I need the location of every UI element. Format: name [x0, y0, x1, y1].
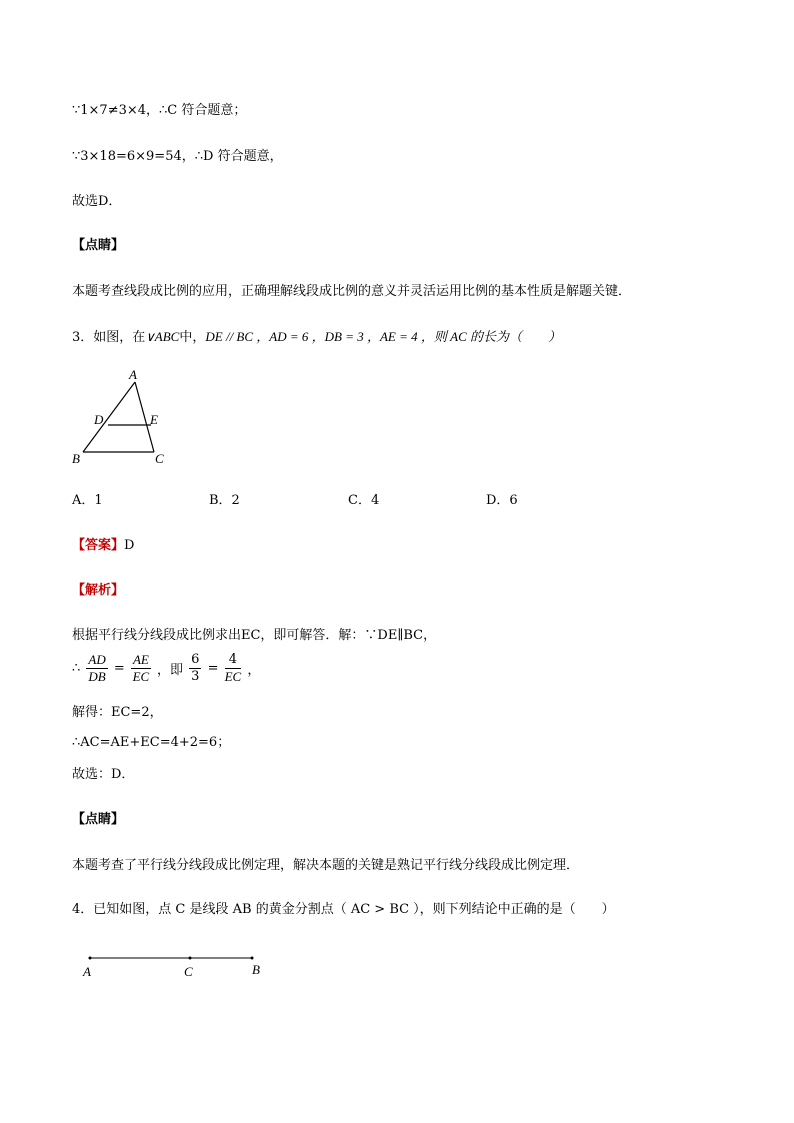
- fig1-label-c: C: [155, 451, 164, 466]
- fig2-label-b: B: [252, 962, 260, 977]
- analysis-tag: 【解析】: [72, 583, 125, 598]
- fig1-label-e: E: [150, 412, 158, 427]
- fraction-ae-ec: $\frac{AE}{EC}$: [132, 652, 150, 684]
- text-line-1: ∵1×7≠3×4，∴C 符合题意；: [72, 103, 247, 118]
- equals-sign: =: [113, 661, 125, 676]
- question-3: [72, 328, 561, 347]
- triangle-figure: [66, 368, 196, 468]
- equals-sign-2: =: [207, 661, 219, 676]
- fraction-4-ec: $\frac{4}{EC}$: [224, 652, 242, 684]
- analysis-line-3: 解得：EC=2，: [72, 705, 163, 720]
- fraction-ad-db: $\frac{AD}{DB}$: [88, 652, 106, 684]
- option-c: C．4: [348, 493, 380, 508]
- analysis-end-comma: ，: [247, 663, 261, 678]
- option-d: D．6: [486, 493, 518, 508]
- question-4: 4．已知如图，点 C 是线段 AB 的黄金分割点（ AC > BC ），则下列结论中正确的是（ ）: [72, 902, 615, 917]
- text-line-3: 故选D．: [72, 194, 122, 209]
- answer-line: [72, 537, 134, 555]
- q3-conditions: DE // BC ，AD = 6 ，DB = 3 ，AE = 4 ，则 AC 的长为（ ）: [205, 329, 562, 344]
- option-b: B．2: [209, 493, 240, 508]
- analysis-line-4: ∴AC=AE+EC=4+2=6；: [72, 735, 231, 750]
- answer-tag: 【答案】: [72, 538, 125, 553]
- comment-tag-2: 【点睛】: [72, 812, 125, 827]
- fig1-label-b: B: [72, 451, 80, 466]
- fig2-label-a: A: [83, 964, 91, 979]
- analysis-fraction-line: [72, 652, 260, 685]
- option-a: A．1: [72, 493, 103, 508]
- text-line-2: ∵3×18=6×9=54，∴D 符合题意，: [72, 149, 283, 164]
- q3-triangle: ∨ABC: [145, 329, 180, 344]
- comment-tag-1: 【点睛】: [72, 238, 125, 253]
- therefore-symbol: ∴: [72, 661, 81, 676]
- golden-section-figure: [78, 948, 298, 988]
- comment-text-2: 本题考查了平行线分线段成比例定理，解决本题的关键是熟记平行线分线段成比例定理．: [72, 858, 580, 873]
- q3-mid: 中，: [179, 330, 206, 345]
- answer-value: D: [124, 538, 135, 553]
- comment-text-1: 本题考查线段成比例的应用，正确理解线段成比例的意义并灵活运用比例的基本性质是解题关键．: [72, 284, 632, 299]
- fig2-label-c: C: [184, 964, 193, 979]
- analysis-line-1: 根据平行线分线段成比例求出EC，即可解答．解：∵DE∥BC，: [72, 628, 437, 643]
- analysis-mid-text: ，即: [156, 663, 183, 678]
- fig1-label-d: D: [94, 412, 104, 427]
- q3-prefix: 3．如图，在: [72, 330, 146, 345]
- fig1-label-a: A: [129, 368, 137, 382]
- analysis-line-5: 故选：D．: [72, 767, 135, 782]
- fraction-6-3: $\frac{6}{3}$: [191, 652, 200, 684]
